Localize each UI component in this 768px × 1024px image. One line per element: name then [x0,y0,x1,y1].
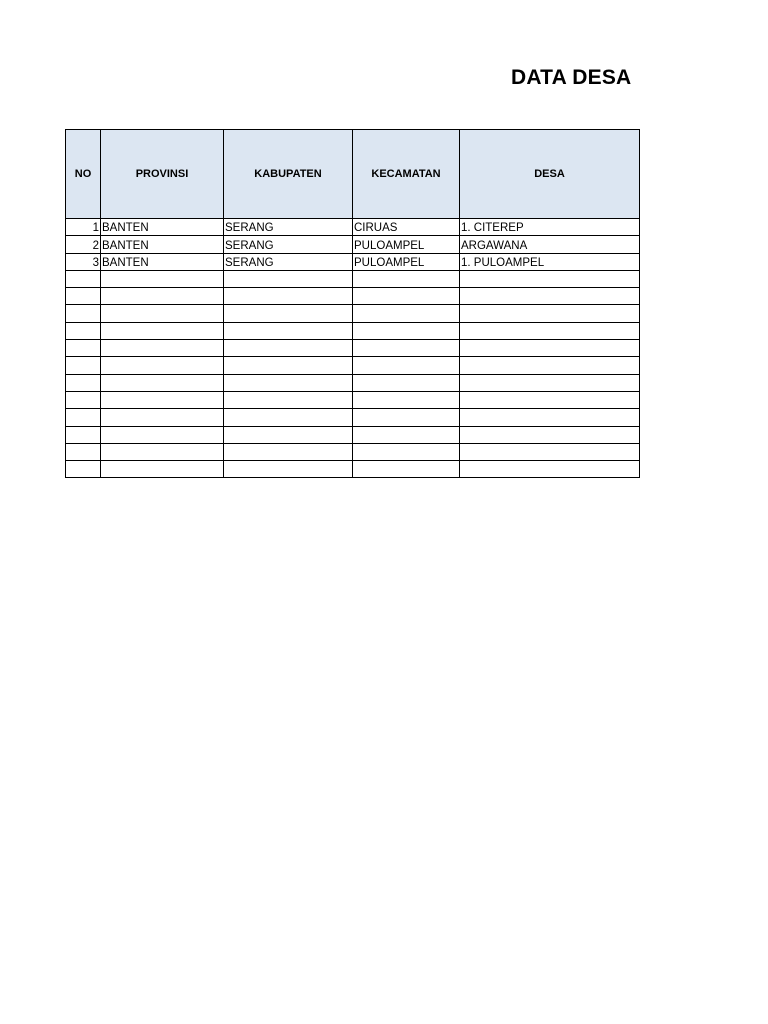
cell-provinsi[interactable] [101,426,224,443]
cell-provinsi[interactable]: BANTEN [101,253,224,270]
cell-no[interactable] [66,305,101,322]
cell-kabupaten[interactable] [224,270,353,287]
cell-desa[interactable] [460,340,640,357]
cell-kabupaten[interactable]: SERANG [224,236,353,253]
cell-kecamatan[interactable] [353,391,460,408]
cell-kabupaten[interactable]: SERANG [224,253,353,270]
empty-row [66,409,640,426]
empty-row [66,374,640,391]
cell-provinsi[interactable] [101,322,224,339]
cell-provinsi[interactable] [101,374,224,391]
cell-desa[interactable] [460,357,640,374]
cell-desa[interactable] [460,270,640,287]
header-no[interactable]: NO [66,130,101,219]
table-row [66,219,640,236]
table-body [66,219,640,478]
cell-no[interactable] [66,357,101,374]
cell-kecamatan[interactable]: PULOAMPEL [353,236,460,253]
cell-kabupaten[interactable] [224,322,353,339]
cell-provinsi[interactable]: BANTEN [101,219,224,236]
cell-provinsi[interactable] [101,270,224,287]
cell-no[interactable] [66,391,101,408]
empty-row [66,305,640,322]
cell-provinsi[interactable] [101,305,224,322]
cell-kecamatan[interactable]: CIRUAS [353,219,460,236]
cell-desa[interactable]: 1. PULOAMPEL [460,253,640,270]
cell-no[interactable] [66,409,101,426]
cell-desa[interactable] [460,443,640,460]
cell-desa[interactable] [460,374,640,391]
cell-provinsi[interactable] [101,288,224,305]
cell-kecamatan[interactable] [353,426,460,443]
cell-kabupaten[interactable]: SERANG [224,219,353,236]
header-kabupaten[interactable]: KABUPATEN [224,130,353,219]
cell-no[interactable] [66,461,101,478]
cell-kecamatan[interactable] [353,270,460,287]
data-table [65,129,640,478]
cell-desa[interactable]: ARGAWANA [460,236,640,253]
cell-provinsi[interactable] [101,409,224,426]
cell-kabupaten[interactable] [224,288,353,305]
cell-kecamatan[interactable] [353,443,460,460]
cell-no[interactable]: 2 [66,236,101,253]
cell-no[interactable] [66,322,101,339]
cell-kecamatan[interactable] [353,409,460,426]
page-title: DATA DESA [511,66,632,89]
cell-desa[interactable] [460,461,640,478]
cell-no[interactable]: 3 [66,253,101,270]
cell-desa[interactable] [460,322,640,339]
empty-row [66,288,640,305]
cell-no[interactable] [66,374,101,391]
cell-provinsi[interactable]: BANTEN [101,236,224,253]
cell-kecamatan[interactable] [353,461,460,478]
header-kecamatan[interactable]: KECAMATAN [353,130,460,219]
cell-provinsi[interactable] [101,340,224,357]
cell-kabupaten[interactable] [224,409,353,426]
cell-kecamatan[interactable] [353,288,460,305]
cell-kabupaten[interactable] [224,374,353,391]
header-provinsi[interactable]: PROVINSI [101,130,224,219]
cell-kabupaten[interactable] [224,426,353,443]
empty-row [66,340,640,357]
cell-desa[interactable] [460,305,640,322]
empty-row [66,357,640,374]
empty-row [66,322,640,339]
cell-no[interactable] [66,270,101,287]
cell-no[interactable] [66,340,101,357]
cell-no[interactable] [66,426,101,443]
empty-row [66,461,640,478]
cell-provinsi[interactable] [101,443,224,460]
cell-desa[interactable] [460,391,640,408]
cell-desa[interactable] [460,288,640,305]
cell-kabupaten[interactable] [224,357,353,374]
table-row [66,236,640,253]
empty-row [66,270,640,287]
cell-kecamatan[interactable]: PULOAMPEL [353,253,460,270]
cell-no[interactable] [66,288,101,305]
empty-row [66,391,640,408]
cell-kecamatan[interactable] [353,340,460,357]
cell-kabupaten[interactable] [224,391,353,408]
table-row [66,253,640,270]
header-row [66,130,640,219]
cell-kabupaten[interactable] [224,305,353,322]
cell-kabupaten[interactable] [224,461,353,478]
cell-kabupaten[interactable] [224,443,353,460]
cell-no[interactable] [66,443,101,460]
cell-provinsi[interactable] [101,391,224,408]
header-desa[interactable]: DESA [460,130,640,219]
cell-no[interactable]: 1 [66,219,101,236]
cell-desa[interactable]: 1. CITEREP [460,219,640,236]
cell-kabupaten[interactable] [224,340,353,357]
empty-row [66,426,640,443]
cell-provinsi[interactable] [101,461,224,478]
cell-kecamatan[interactable] [353,322,460,339]
cell-kecamatan[interactable] [353,374,460,391]
cell-kecamatan[interactable] [353,305,460,322]
cell-desa[interactable] [460,426,640,443]
empty-row [66,443,640,460]
cell-desa[interactable] [460,409,640,426]
cell-provinsi[interactable] [101,357,224,374]
cell-kecamatan[interactable] [353,357,460,374]
